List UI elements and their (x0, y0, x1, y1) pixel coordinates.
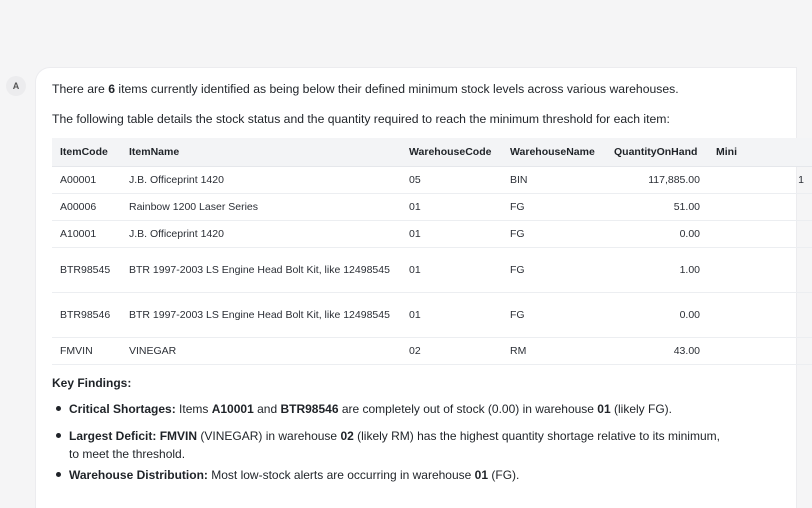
header-minimum: Mini (708, 138, 812, 167)
cell-itemname: BTR 1997-2003 LS Engine Head Bolt Kit, like 12498545 (121, 248, 401, 293)
stock-table-scroll[interactable] (52, 138, 804, 362)
key-findings-heading: Key Findings: (52, 376, 132, 390)
header-quantityonhand: QuantityOnHand (606, 138, 708, 167)
header-itemname: ItemName (121, 138, 401, 167)
cell-warehousename: RM (502, 338, 606, 365)
cell-quantity: 0.00 (606, 221, 708, 248)
table-row (52, 338, 812, 365)
table-row (52, 221, 812, 248)
finding-label: Warehouse Distribution: (69, 468, 208, 482)
cell-itemcode: A10001 (52, 221, 121, 248)
cell-warehousecode: 02 (401, 338, 502, 365)
cell-itemname: VINEGAR (121, 338, 401, 365)
finding-bold: 02 (340, 429, 354, 443)
cell-itemcode: BTR98546 (52, 293, 121, 338)
stock-table (52, 138, 812, 365)
cell-warehousename: FG (502, 248, 606, 293)
cell-warehousecode: 01 (401, 221, 502, 248)
finding-text: (likely FG). (610, 402, 672, 416)
cell-itemname: BTR 1997-2003 LS Engine Head Bolt Kit, like 12498545 (121, 293, 401, 338)
cell-quantity: 117,885.00 (606, 167, 708, 194)
header-warehousename: WarehouseName (502, 138, 606, 167)
cell-minimum (708, 194, 812, 221)
cell-itemname: J.B. Officeprint 1420 (121, 167, 401, 194)
cell-minimum (708, 338, 812, 365)
table-row (52, 293, 812, 338)
finding-warehouse-distribution (56, 468, 519, 482)
cell-minimum (708, 221, 812, 248)
finding-label: Largest Deficit: (69, 429, 157, 443)
cell-quantity: 0.00 (606, 293, 708, 338)
header-warehousecode: WarehouseCode (401, 138, 502, 167)
cell-warehousecode: 01 (401, 194, 502, 221)
intro-text-pre: There are (52, 82, 109, 96)
cell-warehousename: BIN (502, 167, 606, 194)
table-header-row (52, 138, 812, 167)
finding-text: (likely RM) has the highest quantity shortage relative to its minimum, (353, 429, 720, 443)
finding-bold: 01 (474, 468, 489, 482)
cell-warehousecode: 01 (401, 293, 502, 338)
finding-text: (VINEGAR) in warehouse (197, 429, 341, 443)
assistant-avatar: A (6, 76, 26, 96)
cell-itemcode: A00006 (52, 194, 121, 221)
cell-warehousename: FG (502, 293, 606, 338)
finding-text: Items (175, 402, 212, 416)
cell-itemcode: A00001 (52, 167, 121, 194)
finding-text: Most low-stock alerts are occurring in warehouse (207, 468, 475, 482)
table-row (52, 167, 812, 194)
intro-paragraph (52, 82, 679, 96)
cell-warehousename: FG (502, 194, 606, 221)
finding-largest-deficit-continued: to meet the threshold. (69, 447, 186, 461)
finding-largest-deficit (56, 429, 720, 443)
cell-minimum (708, 293, 812, 338)
cell-warehousecode: 01 (401, 248, 502, 293)
cell-quantity: 51.00 (606, 194, 708, 221)
finding-text: (FG). (488, 468, 520, 482)
cell-warehousecode: 05 (401, 167, 502, 194)
finding-bold: A10001 (211, 402, 254, 416)
finding-bold: FMVIN (159, 429, 198, 443)
table-row (52, 248, 812, 293)
intro-text-post: items currently identified as being below their defined minimum stock levels across various warehouses. (115, 82, 679, 96)
finding-bold: BTR98546 (280, 402, 339, 416)
lead-paragraph: The following table details the stock status and the quantity required to reach the minimum threshold for each item: (52, 112, 670, 126)
bullet-icon (56, 406, 61, 411)
cell-quantity: 43.00 (606, 338, 708, 365)
cell-minimum (708, 248, 812, 293)
cell-itemname: Rainbow 1200 Laser Series (121, 194, 401, 221)
bullet-icon (56, 433, 61, 438)
finding-text: and (253, 402, 281, 416)
bullet-icon (56, 472, 61, 477)
finding-bold: 01 (597, 402, 611, 416)
cell-quantity: 1.00 (606, 248, 708, 293)
cell-itemname: J.B. Officeprint 1420 (121, 221, 401, 248)
finding-critical-shortages (56, 402, 672, 416)
cell-itemcode: FMVIN (52, 338, 121, 365)
cell-itemcode: BTR98545 (52, 248, 121, 293)
intro-count: 6 (108, 82, 116, 96)
header-itemcode: ItemCode (52, 138, 121, 167)
finding-label: Critical Shortages: (69, 402, 176, 416)
table-row (52, 194, 812, 221)
cell-warehousename: FG (502, 221, 606, 248)
finding-text: are completely out of stock (0.00) in warehouse (338, 402, 598, 416)
cell-minimum: 1 (708, 167, 812, 194)
